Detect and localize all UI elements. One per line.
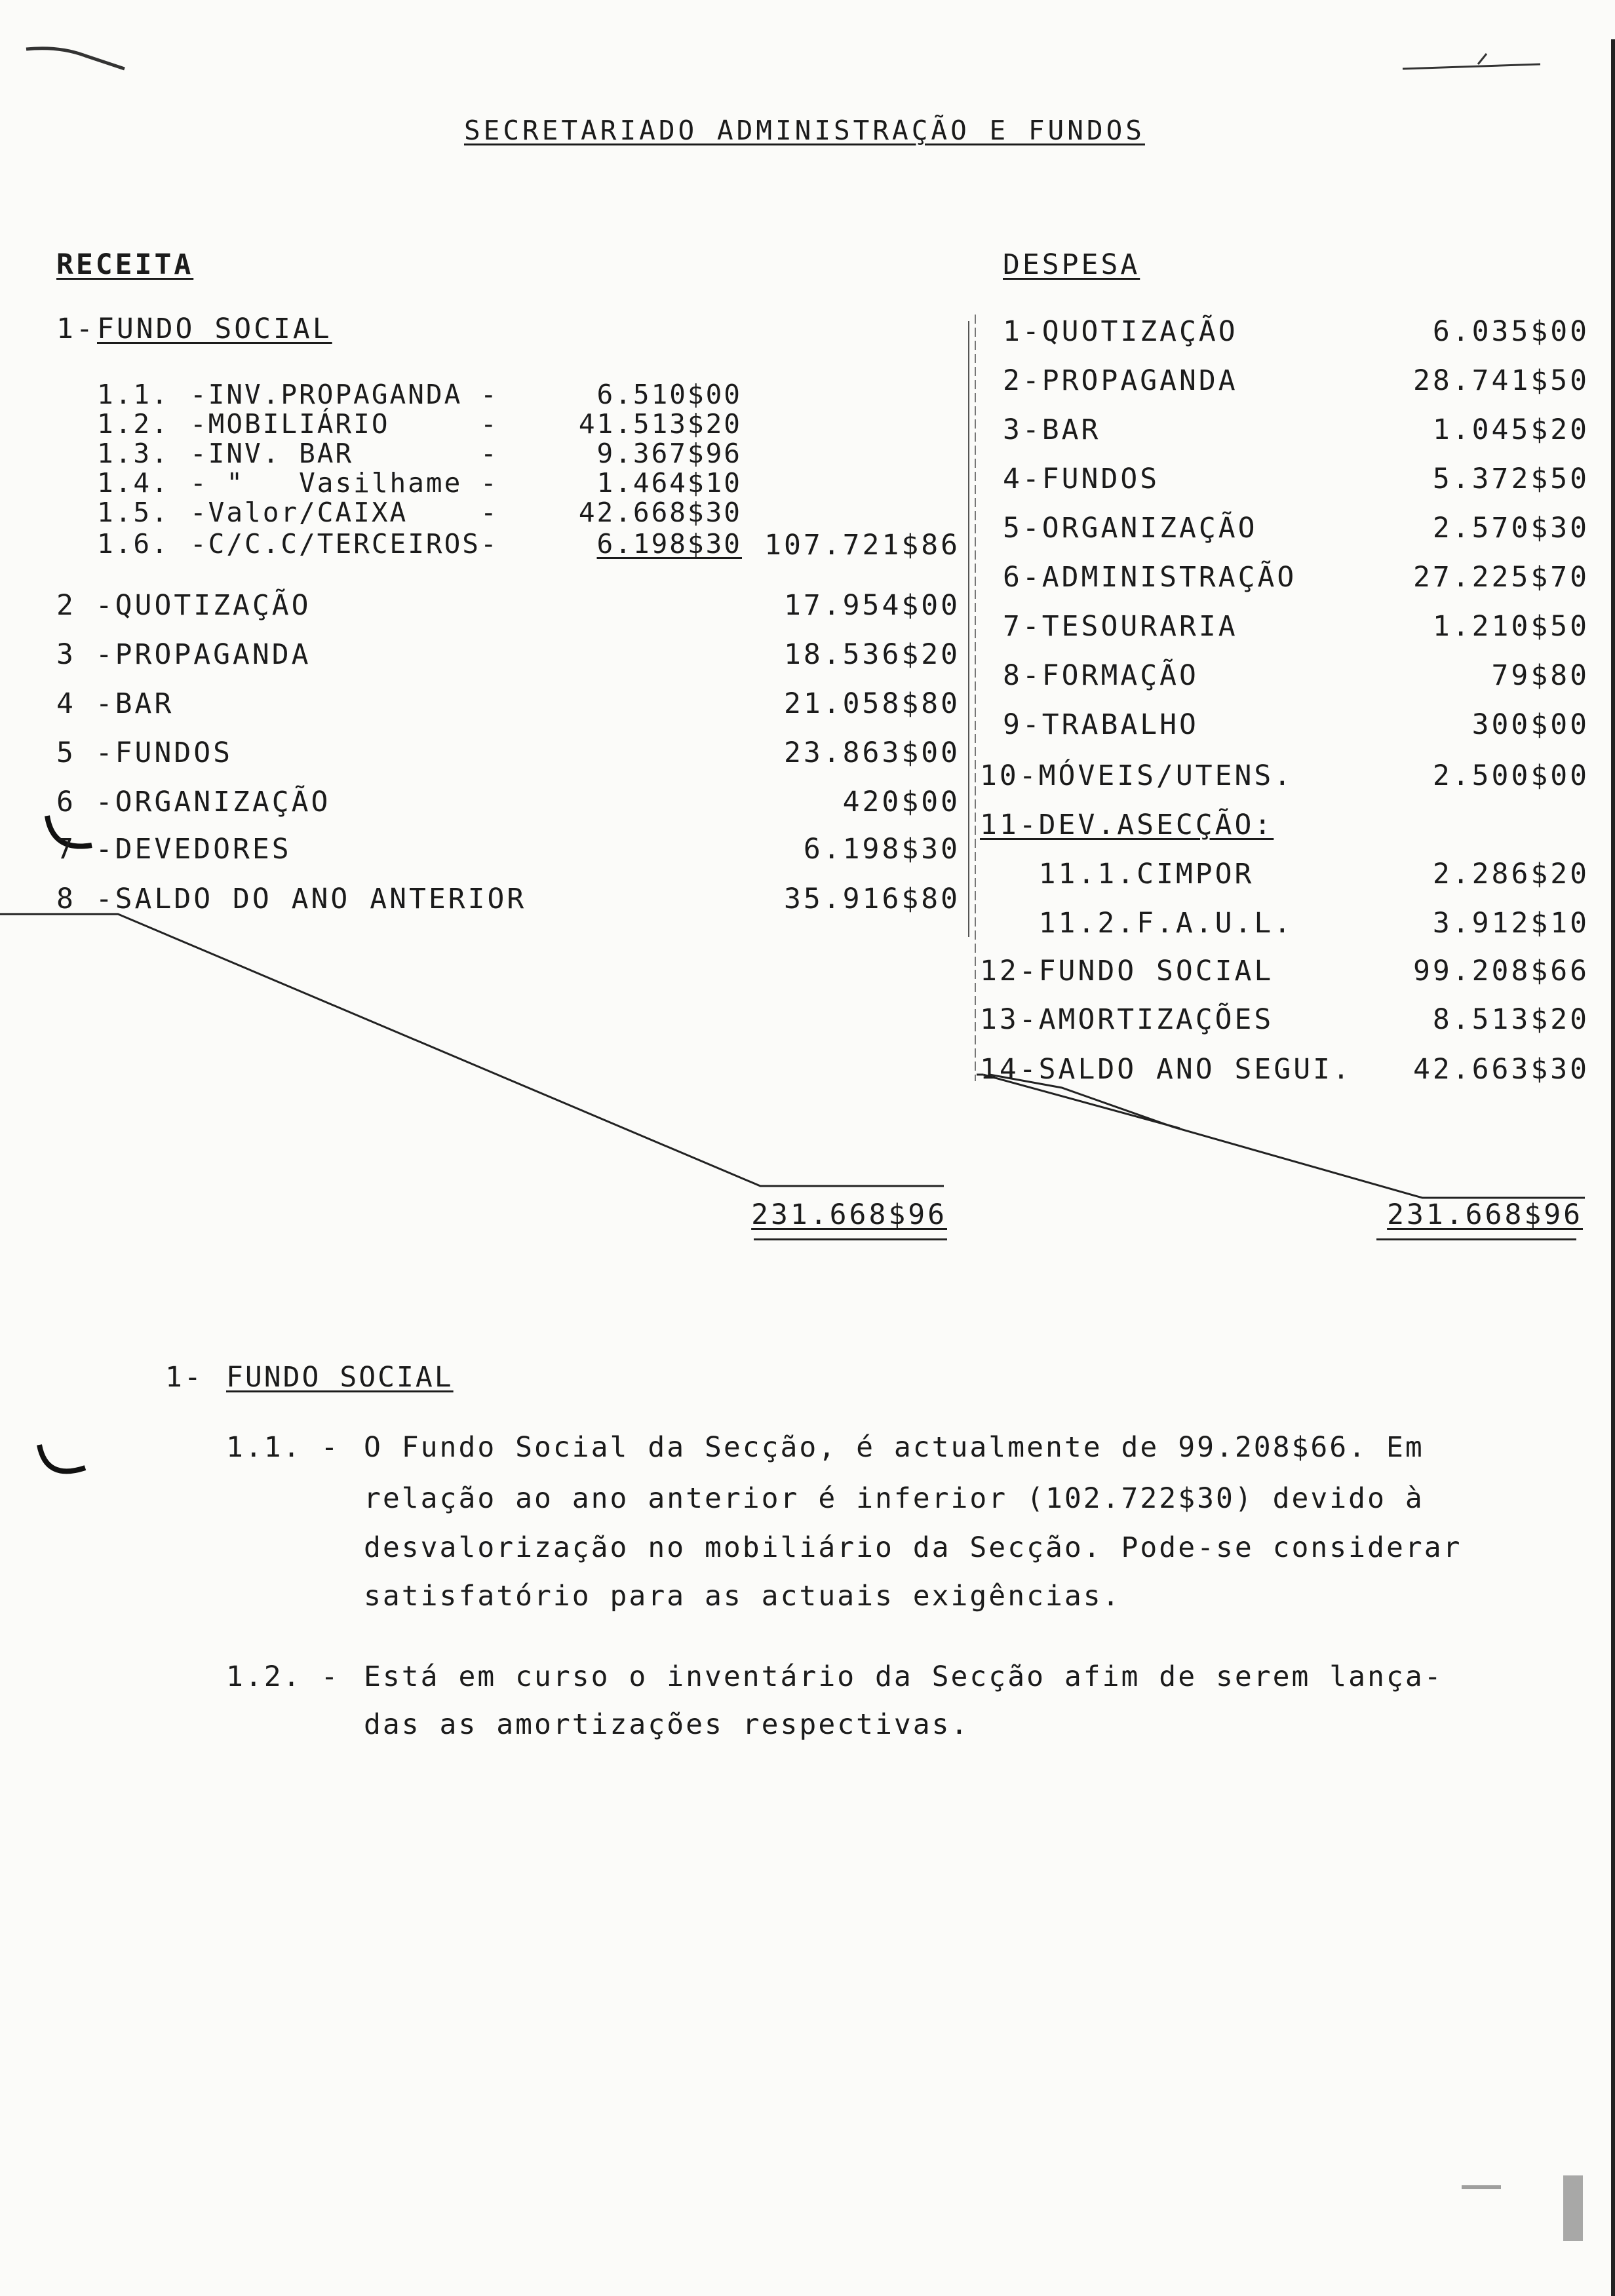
receita-item-value: 35.916$80 (784, 883, 960, 915)
receita-item-value: 21.058$80 (784, 687, 960, 720)
despesa-item-value: 42.663$30 (1413, 1053, 1589, 1086)
note-line: das as amortizações respectivas. (364, 1708, 970, 1741)
fundo-item-value: 42.668$30 (578, 497, 742, 528)
despesa-item-value: 8.513$20 (1432, 1003, 1589, 1036)
fundo-item-label: -Valor/CAIXA - (190, 497, 499, 528)
fundo-item-value: 41.513$20 (578, 408, 742, 440)
receita-item-label: 5 -FUNDOS (56, 737, 233, 769)
despesa-item-value: 99.208$66 (1413, 955, 1589, 987)
fundo-social-total: 107.721$86 (764, 529, 960, 562)
receita-item-label: 7 -DEVEDORES (56, 833, 292, 866)
fundo-item-label: -C/C.C/TERCEIROS- (190, 528, 499, 560)
fundo-item-value: 6.198$30 (596, 528, 742, 560)
despesa-item-value: 6.035$00 (1432, 315, 1589, 348)
despesa-item-value: 2.500$00 (1432, 759, 1589, 792)
receita-item-value: 18.536$20 (784, 638, 960, 671)
note-line: relação ao ano anterior é inferior (102.722$30) devido à (364, 1482, 1424, 1515)
note-line: O Fundo Social da Secção, é actualmente de 99.208$66. Em (364, 1431, 1424, 1464)
receita-heading: RECEITA (56, 248, 194, 281)
despesa-total-double-underline (1376, 1238, 1576, 1240)
despesa-item-label: 13-AMORTIZAÇÕES (980, 1003, 1274, 1036)
despesa-item-value: 1.210$50 (1432, 610, 1589, 643)
note-code: 1.1. - (226, 1431, 340, 1464)
despesa-item-label: 4-FUNDOS (1003, 463, 1160, 495)
receita-item-value: 420$00 (842, 786, 960, 818)
despesa-total: 231.668$96 (1387, 1198, 1583, 1231)
fundo-item-code: 1.6. (97, 528, 170, 560)
despesa-item-label: 7-TESOURARIA (1003, 610, 1238, 643)
despesa-item-label: 3-BAR (1003, 413, 1101, 446)
receita-item-label: 4 -BAR (56, 687, 174, 720)
despesa-item-label: 12-FUNDO SOCIAL (980, 955, 1274, 987)
despesa-item-value: 79$80 (1491, 659, 1589, 692)
fundo-item-value: 9.367$96 (596, 438, 742, 469)
despesa-item-value: 2.570$30 (1432, 512, 1589, 545)
despesa-item-value: 27.225$70 (1413, 561, 1589, 594)
fundo-item-value: 6.510$00 (596, 379, 742, 410)
fundo-item-code: 1.4. (97, 467, 170, 499)
note-code: 1.2. - (226, 1660, 340, 1693)
receita-item-value: 17.954$00 (784, 589, 960, 622)
despesa-item-label: 1-QUOTIZAÇÃO (1003, 315, 1238, 348)
receita-item-value: 23.863$00 (784, 737, 960, 769)
despesa-item-label: 6-ADMINISTRAÇÃO (1003, 561, 1297, 594)
despesa-item-value: 5.372$50 (1432, 463, 1589, 495)
fundo-item-code: 1.5. (97, 497, 170, 528)
receita-item-value: 6.198$30 (803, 833, 960, 866)
receita-fundo-social-number: 1- (56, 313, 96, 345)
despesa-item-value: 28.741$50 (1413, 364, 1589, 397)
despesa-item-label: 9-TRABALHO (1003, 708, 1199, 741)
fundo-item-code: 1.1. (97, 379, 170, 410)
fundo-item-label: -INV. BAR - (190, 438, 499, 469)
receita-fundo-social-label: FUNDO SOCIAL (97, 313, 332, 345)
despesa-item-value: 300$00 (1471, 708, 1589, 741)
despesa-item-label: 2-PROPAGANDA (1003, 364, 1238, 397)
despesa-item-label: 11-DEV.ASECÇÃO: (980, 809, 1274, 841)
note-line: satisfatório para as actuais exigências. (364, 1580, 1121, 1613)
fundo-item-label: - " Vasilhame - (190, 467, 499, 499)
despesa-item-label: 5-ORGANIZAÇÃO (1003, 512, 1258, 545)
receita-item-label: 6 -ORGANIZAÇÃO (56, 786, 331, 818)
page-right-edge-shadow (1611, 39, 1615, 2296)
notes-heading-number: 1- (165, 1361, 203, 1394)
receita-total: 231.668$96 (751, 1198, 947, 1231)
notes-heading: FUNDO SOCIAL (226, 1361, 454, 1394)
fundo-item-code: 1.2. (97, 408, 170, 440)
receita-item-label: 2 -QUOTIZAÇÃO (56, 589, 311, 622)
despesa-item-label: 14-SALDO ANO SEGUI. (980, 1053, 1352, 1086)
despesa-item-value: 2.286$20 (1432, 858, 1589, 890)
despesa-item-label: 8-FORMAÇÃO (1003, 659, 1199, 692)
receita-item-label: 8 -SALDO DO ANO ANTERIOR (56, 883, 527, 915)
fundo-item-value: 1.464$10 (596, 467, 742, 499)
despesa-item-label: 11.1.CIMPOR (980, 858, 1255, 890)
note-line: desvalorização no mobiliário da Secção. Pode-se considerar (364, 1531, 1462, 1564)
despesa-heading: DESPESA (1003, 248, 1140, 281)
despesa-item-label: 11.2.F.A.U.L. (980, 907, 1294, 940)
receita-total-double-underline (754, 1238, 947, 1240)
fundo-item-code: 1.3. (97, 438, 170, 469)
fundo-item-label: -MOBILIÁRIO - (190, 408, 499, 440)
receita-item-label: 3 -PROPAGANDA (56, 638, 311, 671)
fundo-item-label: -INV.PROPAGANDA - (190, 379, 499, 410)
despesa-item-value: 3.912$10 (1432, 907, 1589, 940)
despesa-item-value: 1.045$20 (1432, 413, 1589, 446)
note-line: Está em curso o inventário da Secção afim de serem lança- (364, 1660, 1443, 1693)
despesa-item-label: 10-MÓVEIS/UTENS. (980, 759, 1294, 792)
page-title: SECRETARIADO ADMINISTRAÇÃO E FUNDOS (464, 115, 1145, 146)
